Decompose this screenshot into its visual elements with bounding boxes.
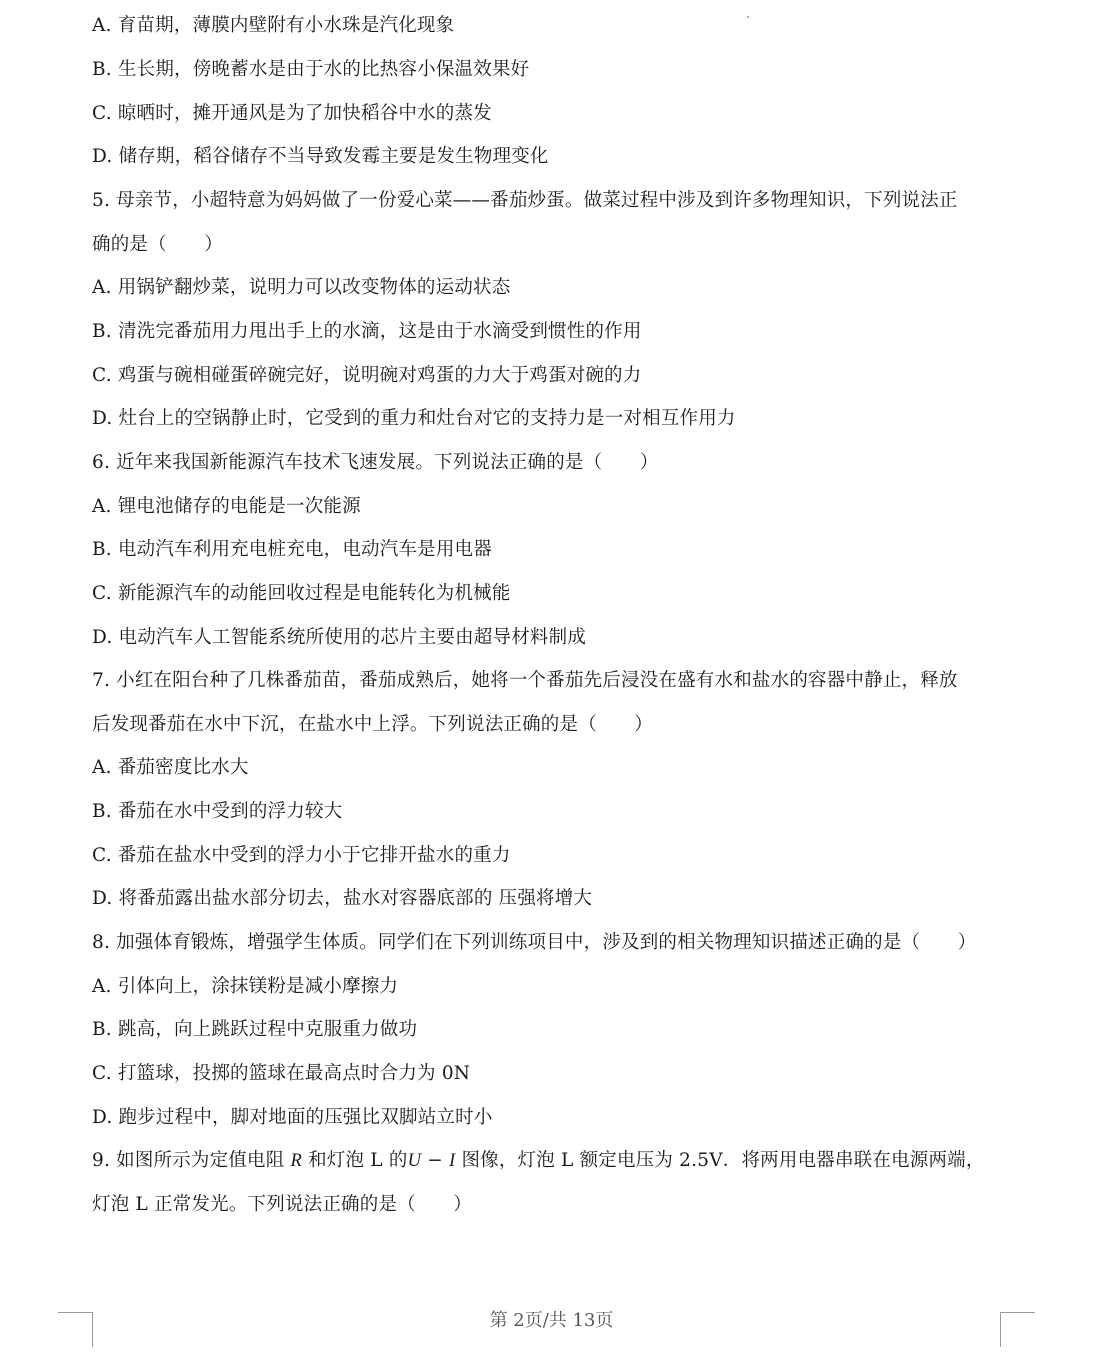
q4-option-a: A. 育苗期，薄膜内壁附有小水珠是汽化现象 (92, 15, 455, 36)
q7-option-c: C. 番茄在盐水中受到的浮力小于它排开盐水的重力 (92, 845, 511, 866)
q7-option-b: B. 番茄在水中受到的浮力较大 (92, 801, 343, 822)
q9-variable-u: U (407, 1151, 422, 1171)
q4-option-c: C. 晾晒时，摊开通风是为了加快稻谷中水的蒸发 (92, 103, 492, 124)
q8-option-a: A. 引体向上，涂抹镁粉是减小摩擦力 (92, 976, 399, 997)
q5-stem-line-2: 确的是（ ） (92, 234, 223, 255)
q6-option-c: C. 新能源汽车的动能回收过程是电能转化为机械能 (92, 583, 511, 604)
q7-option-d: D. 将番茄露出盐水部分切去，盐水对容器底部的 压强将增大 (92, 888, 593, 909)
q6-option-b: B. 电动汽车利用充电桩充电，电动汽车是用电器 (92, 539, 492, 560)
q5-option-a: A. 用锅铲翻炒菜，说明力可以改变物体的运动状态 (92, 277, 511, 298)
q7-stem-line-2: 后发现番茄在水中下沉，在盐水中上浮。下列说法正确的是（ ） (92, 714, 654, 735)
q9-minus-sign: − (421, 1150, 449, 1171)
q9-stem-part-3: 图像，灯泡 L 额定电压为 2.5V．将两用电器串联在电源两端， (455, 1150, 985, 1171)
q6-option-d: D. 电动汽车人工智能系统所使用的芯片主要由超导材料制成 (92, 627, 587, 648)
q8-stem: 8. 加强体育锻炼，增强学生体质。同学们在下列训练项目中，涉及到的相关物理知识描述正确的是（ ） (92, 932, 977, 953)
q9-stem-part-1: 9. 如图所示为定值电阻 (92, 1150, 291, 1171)
q6-option-a: A. 锂电池储存的电能是一次能源 (92, 496, 361, 517)
q9-stem-line-2: 灯泡 L 正常发光。下列说法正确的是（ ） (92, 1194, 472, 1215)
q5-option-d: D. 灶台上的空锅静止时，它受到的重力和灶台对它的支持力是一对相互作用力 (92, 408, 736, 429)
q9-variable-i: I (449, 1151, 456, 1171)
q9-stem-part-2: 和灯泡 L 的 (302, 1150, 408, 1171)
q9-stem-line-1 (92, 1149, 985, 1173)
q8-option-d: D. 跑步过程中，脚对地面的压强比双脚站立时小 (92, 1107, 493, 1128)
page-number-footer: 第 2页/共 13页 (489, 1310, 614, 1331)
q6-stem: 6. 近年来我国新能源汽车技术飞速发展。下列说法正确的是（ ） (92, 452, 659, 473)
q5-stem-line-1: 5. 母亲节，小超特意为妈妈做了一份爱心菜——番茄炒蛋。做菜过程中涉及到许多物理知识，下列说法正 (92, 190, 958, 211)
q8-option-b: B. 跳高，向上跳跃过程中克服重力做功 (92, 1019, 418, 1040)
scan-speck (747, 16, 749, 18)
q7-stem-line-1: 7. 小红在阳台种了几株番茄苗，番茄成熟后，她将一个番茄先后浸没在盛有水和盐水的容器中静止，释放 (92, 670, 958, 691)
q4-option-d: D. 储存期，稻谷储存不当导致发霉主要是发生物理变化 (92, 146, 549, 167)
q8-option-c: C. 打篮球，投掷的篮球在最高点时合力为 0N (92, 1063, 471, 1084)
q5-option-c: C. 鸡蛋与碗相碰蛋碎碗完好，说明碗对鸡蛋的力大于鸡蛋对碗的力 (92, 365, 642, 386)
q5-option-b: B. 清洗完番茄用力甩出手上的水滴，这是由于水滴受到惯性的作用 (92, 321, 642, 342)
q4-option-b: B. 生长期，傍晚蓄水是由于水的比热容小保温效果好 (92, 59, 530, 80)
q7-option-a: A. 番茄密度比水大 (92, 757, 249, 778)
q9-variable-r: R (290, 1151, 303, 1171)
